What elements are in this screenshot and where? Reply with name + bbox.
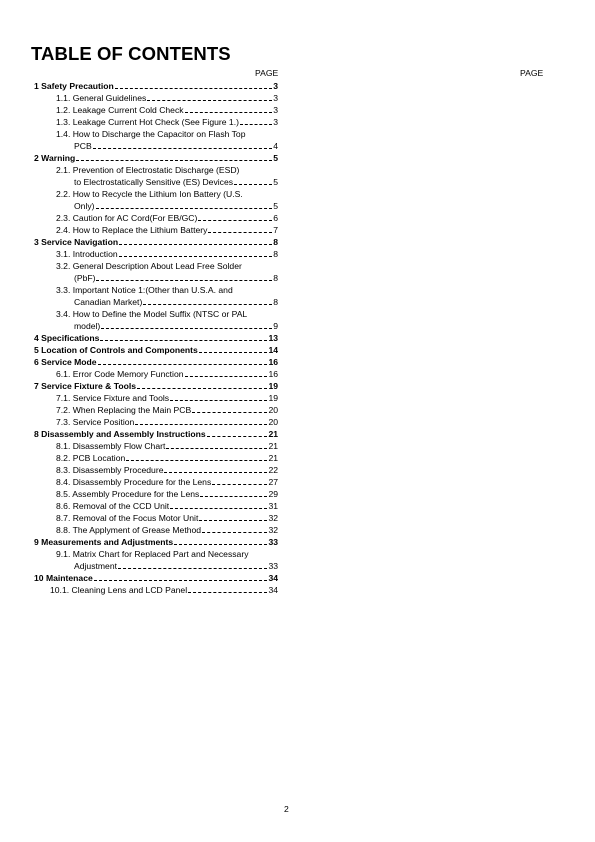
toc-entry-page: 16: [268, 357, 278, 367]
page-number: 2: [284, 804, 289, 814]
toc-entry[interactable]: [34, 260, 278, 272]
toc-entry-continuation[interactable]: [34, 272, 278, 284]
toc-entry-label: 1.2. Leakage Current Cold Check: [56, 105, 184, 115]
toc-entry-label: 2.4. How to Replace the Lithium Battery: [56, 225, 208, 235]
table-of-contents: [34, 80, 278, 596]
toc-entry-page: 21: [268, 441, 278, 451]
dot-leader: [234, 184, 272, 185]
toc-entry-label: 9.1. Matrix Chart for Replaced Part and Necessary: [56, 549, 249, 559]
toc-entry-label: 8.1. Disassembly Flow Chart: [56, 441, 166, 451]
dot-leader: [143, 304, 272, 305]
toc-entry[interactable]: [34, 524, 278, 536]
dot-leader: [115, 88, 272, 89]
dot-leader: [76, 160, 272, 161]
dot-leader: [101, 328, 272, 329]
dot-leader: [119, 244, 272, 245]
toc-entry-page: 31: [268, 501, 278, 511]
toc-entry-label: 8 Disassembly and Assembly Instructions: [34, 429, 206, 439]
toc-entry-page: 34: [268, 573, 278, 583]
toc-entry-continuation[interactable]: [34, 140, 278, 152]
dot-leader: [118, 568, 267, 569]
toc-entry[interactable]: [34, 344, 278, 356]
toc-entry[interactable]: [34, 464, 278, 476]
toc-entry-label-continued: (PbF): [74, 273, 96, 283]
toc-entry[interactable]: [34, 224, 278, 236]
dot-leader: [119, 256, 273, 257]
toc-entry[interactable]: [34, 404, 278, 416]
toc-entry-page: 32: [268, 513, 278, 523]
toc-entry-page: 6: [273, 213, 278, 223]
toc-entry[interactable]: [34, 416, 278, 428]
toc-entry-page: 32: [268, 525, 278, 535]
toc-entry[interactable]: [34, 380, 278, 392]
toc-entry-label: 6.1. Error Code Memory Function: [56, 369, 184, 379]
toc-entry-page: 3: [273, 117, 278, 127]
dot-leader: [185, 112, 273, 113]
toc-entry-label: 3 Service Navigation: [34, 237, 119, 247]
toc-entry-page: 5: [273, 153, 278, 163]
toc-entry[interactable]: [34, 392, 278, 404]
toc-entry-page: 8: [273, 237, 278, 247]
dot-leader: [192, 412, 267, 413]
dot-leader: [207, 436, 268, 437]
toc-entry-page: 34: [268, 585, 278, 595]
toc-entry[interactable]: [34, 428, 278, 440]
toc-entry-label: 1.4. How to Discharge the Capacitor on Flash Top: [56, 129, 246, 139]
dot-leader: [98, 364, 268, 365]
dot-leader: [240, 124, 272, 125]
toc-entry-label: 10 Maintenace: [34, 573, 93, 583]
dot-leader: [126, 460, 267, 461]
toc-entry-label: 7.3. Service Position: [56, 417, 135, 427]
dot-leader: [93, 148, 273, 149]
toc-entry-page: 7: [273, 225, 278, 235]
toc-entry-label-continued: PCB: [74, 141, 92, 151]
toc-entry-label: 1.3. Leakage Current Hot Check (See Figure 1.): [56, 117, 239, 127]
toc-entry[interactable]: [34, 356, 278, 368]
toc-entry-label: 7.1. Service Fixture and Tools: [56, 393, 170, 403]
toc-entry-page: 8: [273, 297, 278, 307]
dot-leader: [202, 532, 267, 533]
toc-entry-page: 4: [273, 141, 278, 151]
page-column-heading-left: PAGE: [255, 68, 279, 78]
toc-entry-label: 2.2. How to Recycle the Lithium Ion Battery (U.S.: [56, 189, 243, 199]
toc-entry-page: 21: [268, 453, 278, 463]
page-title: TABLE OF CONTENTS: [31, 43, 231, 64]
toc-entry[interactable]: [34, 128, 278, 140]
toc-entry[interactable]: [34, 512, 278, 524]
dot-leader: [94, 580, 268, 581]
dot-leader: [96, 280, 272, 281]
dot-leader: [170, 508, 267, 509]
toc-entry-label: 8.6. Removal of the CCD Unit: [56, 501, 170, 511]
toc-entry-continuation[interactable]: [34, 176, 278, 188]
toc-entry-label: 3.3. Important Notice 1:(Other than U.S.A. and: [56, 285, 233, 295]
toc-entry-label: 9 Measurements and Adjustments: [34, 537, 174, 547]
toc-entry-label: 8.8. The Applyment of Grease Method: [56, 525, 202, 535]
toc-entry-page: 14: [268, 345, 278, 355]
toc-entry-label-continued: Canadian Market): [74, 297, 143, 307]
toc-entry-label: 8.4. Disassembly Procedure for the Lens: [56, 477, 212, 487]
toc-entry[interactable]: [34, 440, 278, 452]
toc-entry[interactable]: [34, 212, 278, 224]
toc-entry-label: 8.2. PCB Location: [56, 453, 126, 463]
toc-entry[interactable]: [34, 332, 278, 344]
dot-leader: [174, 544, 267, 545]
dot-leader: [166, 448, 267, 449]
dot-leader: [100, 340, 267, 341]
dot-leader: [212, 484, 267, 485]
toc-entry[interactable]: [34, 452, 278, 464]
toc-entry-page: 19: [268, 381, 278, 391]
toc-entry-label-continued: Only): [74, 201, 95, 211]
toc-entry[interactable]: [34, 116, 278, 128]
toc-entry-page: 5: [273, 177, 278, 187]
toc-entry-page: 21: [268, 429, 278, 439]
toc-entry[interactable]: [34, 188, 278, 200]
toc-entry-label: 8.7. Removal of the Focus Motor Unit: [56, 513, 199, 523]
toc-entry-page: 8: [273, 273, 278, 283]
toc-entry[interactable]: [34, 308, 278, 320]
toc-entry[interactable]: [34, 500, 278, 512]
toc-entry-continuation[interactable]: [34, 296, 278, 308]
dot-leader: [135, 424, 267, 425]
toc-entry-label: 8.5. Assembly Procedure for the Lens: [56, 489, 200, 499]
toc-entry-label: 2.1. Prevention of Electrostatic Discharge (ESD): [56, 165, 240, 175]
dot-leader: [185, 376, 268, 377]
toc-entry-label: 7.2. When Replacing the Main PCB: [56, 405, 192, 415]
dot-leader: [188, 592, 267, 593]
dot-leader: [147, 100, 272, 101]
toc-entry[interactable]: [34, 488, 278, 500]
toc-entry[interactable]: [34, 104, 278, 116]
toc-entry-page: 29: [268, 489, 278, 499]
toc-entry-page: 13: [268, 333, 278, 343]
dot-leader: [137, 388, 267, 389]
toc-entry-label: 10.1. Cleaning Lens and LCD Panel: [50, 585, 188, 595]
toc-entry-label: 2 Warning: [34, 153, 76, 163]
toc-entry-label-continued: Adjustment: [74, 561, 117, 571]
toc-entry[interactable]: [34, 92, 278, 104]
dot-leader: [198, 220, 272, 221]
page-column-heading-right: PAGE: [520, 68, 544, 78]
dot-leader: [96, 208, 273, 209]
toc-entry-continuation[interactable]: [34, 560, 278, 572]
toc-entry-page: 3: [273, 93, 278, 103]
toc-entry[interactable]: [34, 164, 278, 176]
toc-entry-label-continued: model): [74, 321, 101, 331]
toc-entry[interactable]: [34, 536, 278, 548]
toc-entry-page: 19: [268, 393, 278, 403]
dot-leader: [199, 352, 268, 353]
toc-entry-page: 16: [268, 369, 278, 379]
toc-entry-label: 6 Service Mode: [34, 357, 97, 367]
toc-entry-continuation[interactable]: [34, 320, 278, 332]
toc-entry-label: 4 Specifications: [34, 333, 100, 343]
toc-entry-page: 8: [273, 249, 278, 259]
toc-entry-label: 7 Service Fixture & Tools: [34, 381, 137, 391]
toc-entry-page: 3: [273, 81, 278, 91]
toc-entry-label: 3.1. Introduction: [56, 249, 118, 259]
toc-entry-page: 20: [268, 417, 278, 427]
toc-entry-continuation[interactable]: [34, 200, 278, 212]
dot-leader: [199, 520, 267, 521]
dot-leader: [200, 496, 267, 497]
toc-entry-page: 20: [268, 405, 278, 415]
toc-entry-page: 33: [268, 537, 278, 547]
toc-entry-page: 3: [273, 105, 278, 115]
dot-leader: [170, 400, 267, 401]
toc-entry[interactable]: [34, 152, 278, 164]
dot-leader: [164, 472, 267, 473]
toc-entry[interactable]: [34, 548, 278, 560]
toc-entry[interactable]: [34, 584, 278, 596]
toc-entry[interactable]: [34, 284, 278, 296]
toc-entry-label: 1.1. General Guidelines: [56, 93, 147, 103]
toc-entry-label: 3.2. General Description About Lead Free Solder: [56, 261, 242, 271]
toc-entry-label: 1 Safety Precaution: [34, 81, 114, 91]
toc-entry-page: 5: [273, 201, 278, 211]
toc-entry-page: 22: [268, 465, 278, 475]
toc-entry-label: 2.3. Caution for AC Cord(For EB/GC): [56, 213, 198, 223]
toc-entry[interactable]: [34, 476, 278, 488]
toc-entry-page: 9: [273, 321, 278, 331]
toc-entry-page: 33: [268, 561, 278, 571]
toc-entry-page: 27: [268, 477, 278, 487]
toc-entry-label: 5 Location of Controls and Components: [34, 345, 198, 355]
toc-entry[interactable]: [34, 80, 278, 92]
toc-entry-label: 3.4. How to Define the Model Suffix (NTSC or PAL: [56, 309, 248, 319]
toc-entry[interactable]: [34, 368, 278, 380]
toc-entry[interactable]: [34, 572, 278, 584]
toc-entry[interactable]: [34, 248, 278, 260]
toc-entry-label-continued: to Electrostatically Sensitive (ES) Devices: [74, 177, 234, 187]
dot-leader: [208, 232, 272, 233]
toc-entry[interactable]: [34, 236, 278, 248]
toc-entry-label: 8.3. Disassembly Procedure: [56, 465, 164, 475]
